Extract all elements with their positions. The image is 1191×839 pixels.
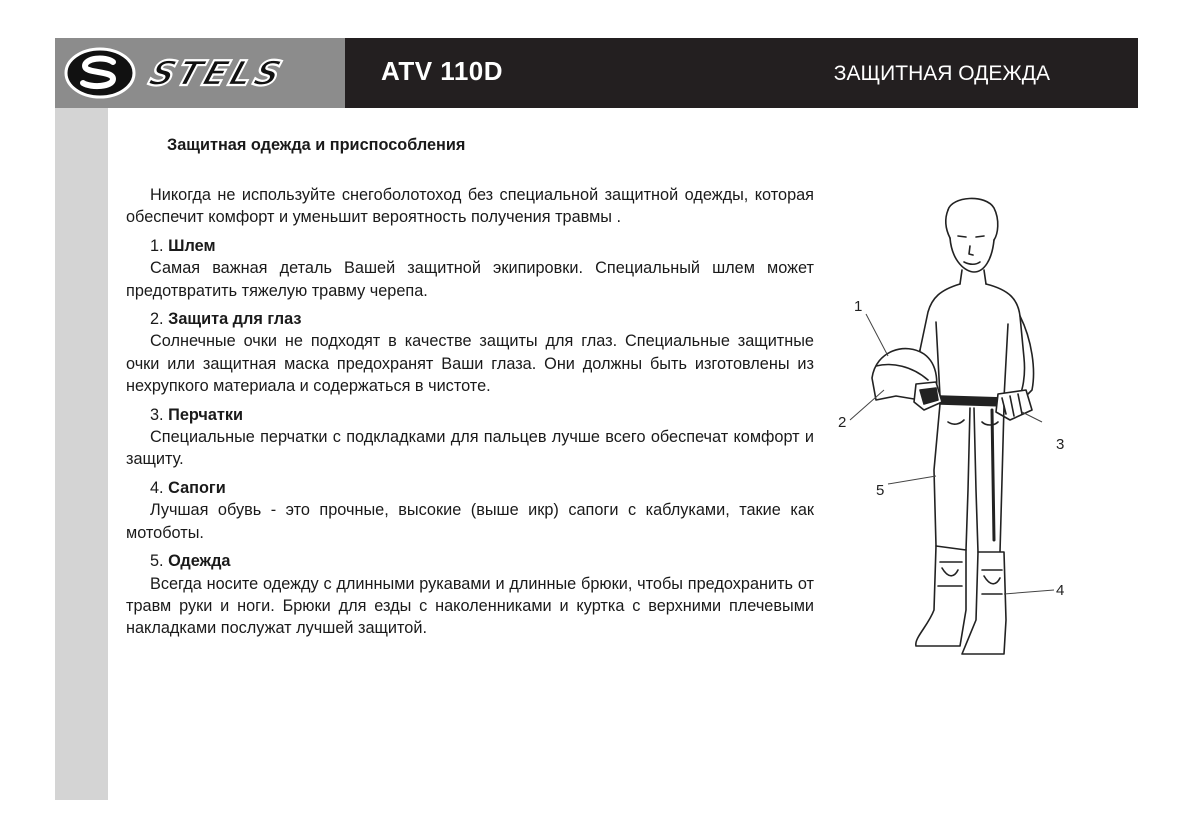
page-title: Защитная одежда и приспособления <box>167 136 466 154</box>
item-heading-clothing <box>126 550 814 572</box>
item-number: 4. <box>150 478 164 497</box>
item-text-helmet: Самая важная деталь Вашей защитной экипировки. Специальный шлем может предотвратить тяжелую травму черепа. <box>126 259 814 300</box>
callout-eye-protection: 2 <box>838 414 847 431</box>
section-title: ЗАЩИТНАЯ ОДЕЖДА <box>833 62 1050 85</box>
model-name: ATV 110D <box>381 56 504 86</box>
side-strip <box>55 108 108 800</box>
item-heading-eye-protection <box>126 308 814 330</box>
callout-helmet: 1 <box>854 298 863 315</box>
content-body <box>126 184 814 640</box>
item-title: Одежда <box>168 552 231 571</box>
page-header <box>55 38 1138 108</box>
item-text-gloves: Специальные перчатки с подкладками для пальцев лучше всего обеспечат комфорт и защиту. <box>126 428 814 469</box>
rider-figure-icon <box>836 190 1076 680</box>
item-text-clothing: Всегда носите одежду с длинными рукавами и длинные брюки, чтобы предохранить от травм руки и ноги. Брюки для езды с наколенниками и куртка с верхними плечевыми накладками послужат лучшей защитой. <box>126 574 814 638</box>
svg-text:STELS: STELS <box>144 54 289 94</box>
rider-illustration <box>836 190 1076 680</box>
item-title: Шлем <box>168 236 216 255</box>
callout-boots: 4 <box>1056 582 1065 599</box>
item-text-eye-protection: Солнечные очки не подходят в качестве защиты для глаз. Специальные защитные очки или защитная маска предохранят Ваши глаза. Они должны быть изготовлены из нехрупкого материала и содержаться в чистоте. <box>126 332 814 396</box>
item-heading-helmet <box>126 235 814 257</box>
item-title: Защита для глаз <box>168 310 302 329</box>
item-number: 2. <box>150 310 164 329</box>
callout-gloves: 3 <box>1056 436 1065 453</box>
item-title: Перчатки <box>168 405 244 424</box>
item-title: Сапоги <box>168 478 226 497</box>
brand-logo <box>55 38 345 108</box>
item-heading-boots <box>126 477 814 499</box>
item-number: 1. <box>150 236 164 255</box>
item-number: 5. <box>150 552 164 571</box>
item-text-boots: Лучшая обувь - это прочные, высокие (выше икр) сапоги с каблуками, такие как мотоботы. <box>126 501 814 542</box>
intro-paragraph: Никогда не используйте снегоболотоход без специальной защитной одежды, которая обеспечит комфорт и уменьшит вероятность получения травмы . <box>126 186 814 227</box>
stels-logo-icon <box>55 38 345 108</box>
item-number: 3. <box>150 405 164 424</box>
item-heading-gloves <box>126 404 814 426</box>
callout-clothing: 5 <box>876 482 885 499</box>
